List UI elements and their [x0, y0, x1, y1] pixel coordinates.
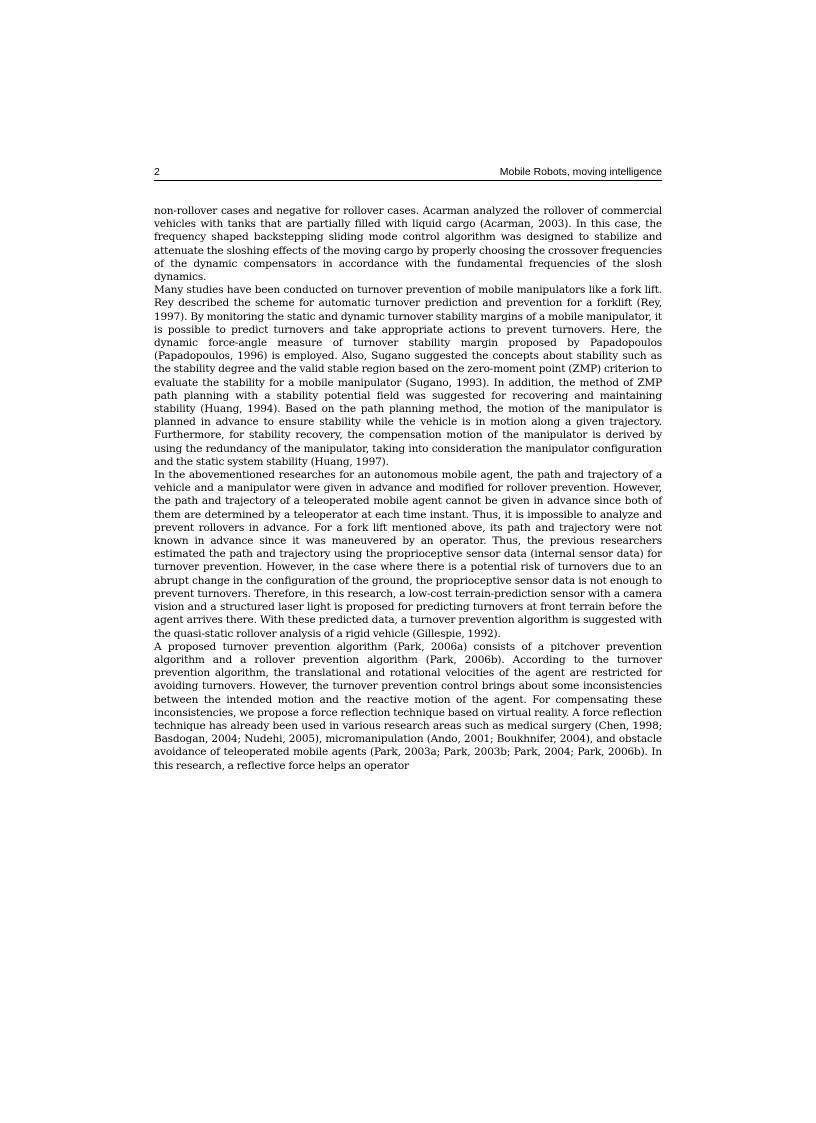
body-text [154, 205, 662, 773]
running-header [154, 163, 662, 181]
page-number: 2 [154, 166, 160, 178]
paragraph-1: non-rollover cases and negative for rollover cases. Acarman analyzed the rollover of commercial vehicles with tanks that are partially filled with liquid cargo (Acarman, 2003). In this case, the frequency shaped backstepping sliding mode control algorithm was designed to stabilize and attenuate the sloshing effects of the moving cargo by properly choosing the crossover frequencies of the dynamic compensators in accordance with the fundamental frequencies of the slosh dynamics. [154, 205, 662, 284]
paragraph-2: Many studies have been conducted on turnover prevention of mobile manipulators like a fork lift. Rey described the scheme for automatic turnover prediction and prevention for a forklift (Rey, 1997). By monitoring the static and dynamic turnover stability margins of a mobile manipulator, it is possible to predict turnovers and take appropriate actions to prevent turnovers. Here, the dynamic force-angle measure of turnover stability margin proposed by Papadopoulos (Papadopoulos, 1996) is employed. Also, Sugano suggested the concepts about stability such as the stability degree and the valid stable region based on the zero-moment point (ZMP) criterion to evaluate the stability for a mobile manipulator (Sugano, 1993). In addition, the method of ZMP path planning with a stability potential field was suggested for recovering and maintaining stability (Huang, 1994). Based on the path planning method, the motion of the manipulator is planned in advance to ensure stability while the vehicle is in motion along a given trajectory. Furthermore, for stability recovery, the compensation motion of the manipulator is derived by using the redundancy of the manipulator, taking into consideration the manipulator configuration and the static system stability (Huang, 1997). [154, 284, 662, 468]
paragraph-3: In the abovementioned researches for an autonomous mobile agent, the path and trajectory of a vehicle and a manipulator were given in advance and modified for rollover prevention. However, the path and trajectory of a teleoperated mobile agent cannot be given in advance since both of them are determined by a teleoperator at each time instant. Thus, it is impossible to analyze and prevent rollovers in advance. For a fork lift mentioned above, its path and trajectory were not known in advance since it was maneuvered by an operator. Thus, the previous researchers estimated the path and trajectory using the proprioceptive sensor data (internal sensor data) for turnover prevention. However, in the case where there is a potential risk of turnovers due to an abrupt change in the configuration of the ground, the proprioceptive sensor data is not enough to prevent turnovers. Therefore, in this research, a low-cost terrain-prediction sensor with a camera vision and a structured laser light is proposed for predicting turnovers at front terrain before the agent arrives there. With these predicted data, a turnover prevention algorithm is suggested with the quasi-static rollover analysis of a rigid vehicle (Gillespie, 1992). [154, 469, 662, 640]
running-title: Mobile Robots, moving intelligence [499, 166, 662, 178]
paragraph-4: A proposed turnover prevention algorithm (Park, 2006a) consists of a pitchover prevention algorithm and a rollover prevention algorithm (Park, 2006b). According to the turnover prevention algorithm, the translational and rotational velocities of the agent are restricted for avoiding turnovers. However, the turnover prevention control brings about some inconsistencies between the intended motion and the reactive motion of the agent. For compensating these inconsistencies, we propose a force reflection technique based on virtual reality. A force reflection technique has already been used in various research areas such as medical surgery (Chen, 1998; Basdogan, 2004; Nudehi, 2005), micromanipulation (Ando, 2001; Boukhnifer, 2004), and obstacle avoidance of teleoperated mobile agents (Park, 2003a; Park, 2003b; Park, 2004; Park, 2006b). In this research, a reflective force helps an operator [154, 640, 662, 772]
